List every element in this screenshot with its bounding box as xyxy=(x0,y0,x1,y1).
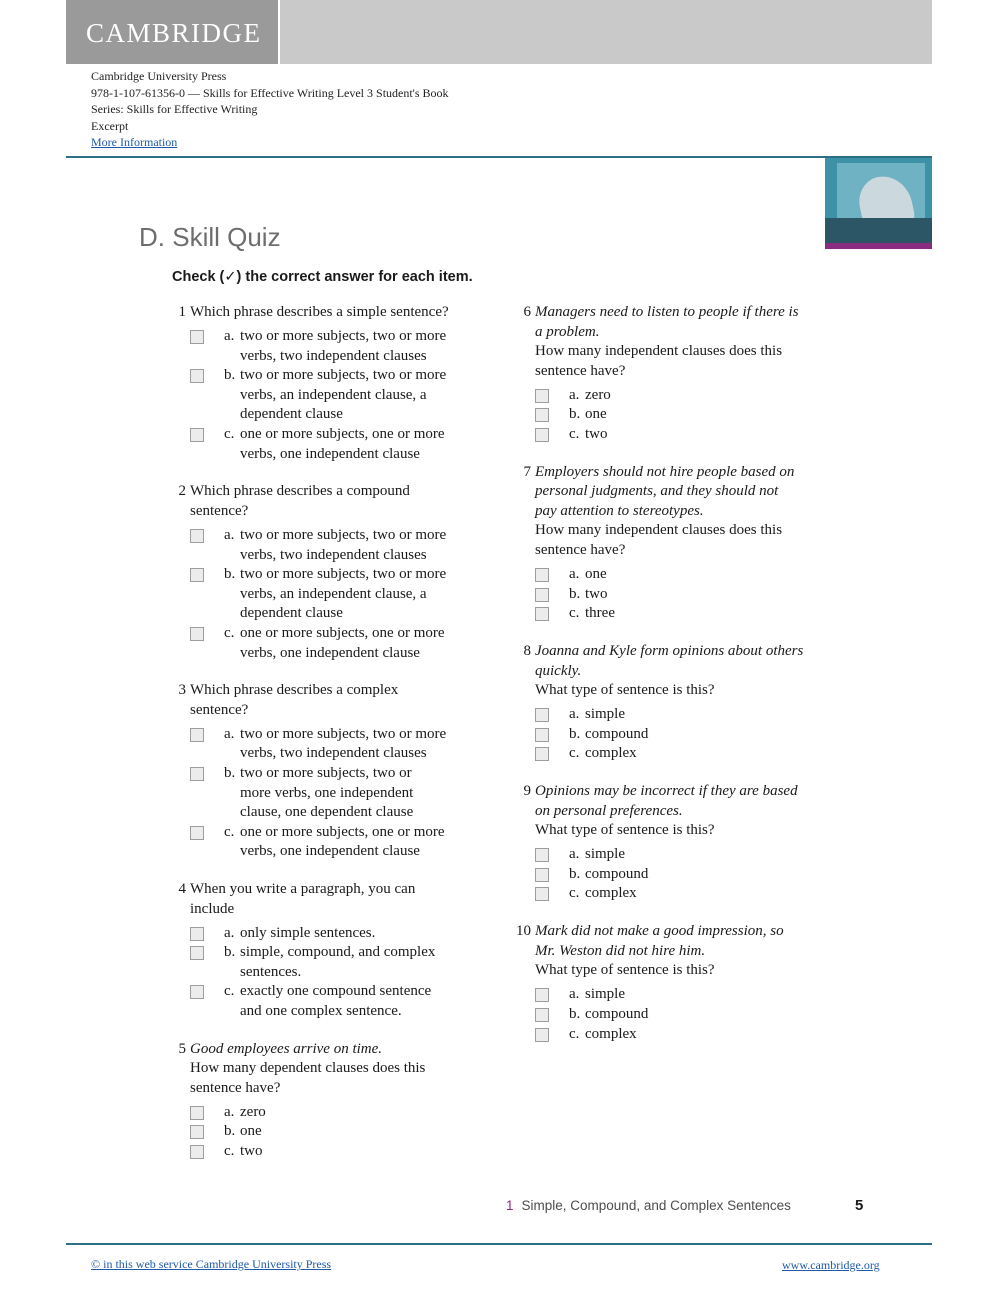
answer-option xyxy=(190,327,488,366)
answer-option xyxy=(535,604,843,624)
answer-options xyxy=(190,725,488,862)
question-prompt-line: When you write a paragraph, you can xyxy=(190,880,416,897)
option-text-line: two or more subjects, two or more xyxy=(240,566,447,583)
option-text-line: clause, one dependent clause xyxy=(240,804,414,821)
option-text-line: dependent clause xyxy=(240,406,343,423)
answer-checkbox[interactable] xyxy=(535,568,549,582)
question-number: 5 xyxy=(178,1040,186,1057)
answer-checkbox[interactable] xyxy=(535,848,549,862)
option-letter: a. xyxy=(569,706,580,723)
question-number: 4 xyxy=(178,880,186,897)
answer-option xyxy=(190,1103,488,1123)
question-prompt-line: Which phrase describes a simple sentence? xyxy=(190,304,449,320)
option-letter: b. xyxy=(569,585,581,602)
option-text-line: verbs, two independent clauses xyxy=(240,347,427,364)
quiz-question xyxy=(168,1040,488,1162)
option-text-line: three xyxy=(585,605,615,622)
question-prompt-line: sentence have? xyxy=(535,542,626,559)
answer-checkbox[interactable] xyxy=(535,428,549,442)
copyright-link[interactable]: © in this web service Cambridge University Press xyxy=(91,1257,332,1271)
logo-box xyxy=(66,0,280,64)
publisher: Cambridge University Press xyxy=(91,69,227,83)
option-text-line: only simple sentences. xyxy=(240,924,376,941)
option-text-line: dependent clause xyxy=(240,605,343,622)
page-number: 5 xyxy=(855,1197,864,1214)
option-text-line: compound xyxy=(585,865,649,882)
answer-option xyxy=(535,585,843,605)
option-letter: a. xyxy=(569,846,580,863)
answer-option xyxy=(535,425,843,445)
option-text-line: and one complex sentence. xyxy=(240,1003,402,1019)
answer-checkbox[interactable] xyxy=(535,389,549,403)
option-text-line: two or more subjects, two or more xyxy=(240,725,447,742)
answer-options xyxy=(535,985,843,1044)
chapter-title: Simple, Compound, and Complex Sentences xyxy=(521,1198,791,1213)
answer-checkbox[interactable] xyxy=(190,985,204,999)
answer-options xyxy=(190,924,488,1022)
answer-option xyxy=(190,982,488,1021)
quiz-question xyxy=(168,482,488,663)
example-sentence-line: Mr. Weston did not hire him. xyxy=(535,942,706,959)
question-prompt-line: What type of sentence is this? xyxy=(535,822,715,839)
question-prompt-line: sentence? xyxy=(190,502,249,519)
option-text-line: simple xyxy=(585,846,625,863)
example-sentence-line: on personal preferences. xyxy=(535,802,683,819)
answer-option xyxy=(190,624,488,663)
footer-rule xyxy=(66,1243,932,1245)
example-sentence-line: Opinions may be incorrect if they are based xyxy=(535,782,798,799)
quiz-instructions: Check (✓) the correct answer for each item. xyxy=(172,269,473,285)
option-letter: c. xyxy=(569,1025,580,1042)
question-number: 10 xyxy=(516,923,531,940)
answer-option xyxy=(535,725,843,745)
chapter-photo-thumbnail xyxy=(825,158,932,249)
answer-checkbox[interactable] xyxy=(535,988,549,1002)
question-prompt-line: sentence have? xyxy=(190,1079,281,1096)
option-letter: b. xyxy=(569,1005,581,1022)
option-letter: c. xyxy=(569,885,580,902)
quiz-question xyxy=(168,880,488,1022)
answer-option xyxy=(535,744,843,764)
option-letter: c. xyxy=(224,1143,235,1160)
question-number: 6 xyxy=(523,304,531,320)
more-information-link[interactable]: More Information xyxy=(91,135,178,149)
answer-checkbox[interactable] xyxy=(190,1145,204,1159)
question-prompt-line: Which phrase describes a compound xyxy=(190,483,410,500)
answer-options xyxy=(190,327,488,464)
option-text-line: verbs, an independent clause, a xyxy=(240,386,427,403)
question-prompt-line: How many dependent clauses does this xyxy=(190,1060,426,1077)
answer-checkbox[interactable] xyxy=(190,627,204,641)
answer-option xyxy=(190,764,488,823)
answer-option xyxy=(535,1005,843,1025)
question-prompt-line: sentence have? xyxy=(535,362,626,379)
option-letter: b. xyxy=(224,1123,236,1140)
answer-option xyxy=(535,405,843,425)
answer-option xyxy=(190,1122,488,1142)
option-text-line: simple, compound, and complex xyxy=(240,944,436,961)
question-number: 3 xyxy=(178,682,186,699)
question-number: 1 xyxy=(178,304,186,320)
example-sentence-line: a problem. xyxy=(535,323,600,340)
answer-checkbox[interactable] xyxy=(535,607,549,621)
answer-option xyxy=(190,366,488,425)
option-letter: a. xyxy=(569,566,580,583)
example-sentence-line: pay attention to stereotypes. xyxy=(535,502,704,519)
option-text-line: two or more subjects, two or more xyxy=(240,328,447,345)
answer-checkbox[interactable] xyxy=(535,708,549,722)
quiz-question xyxy=(513,303,843,445)
option-letter: a. xyxy=(569,986,580,1003)
option-text-line: one or more subjects, one or more xyxy=(240,624,445,641)
header-banner xyxy=(66,0,932,64)
quiz-question xyxy=(168,303,488,464)
option-letter: b. xyxy=(224,764,236,781)
question-prompt-line: Which phrase describes a complex xyxy=(190,682,399,699)
option-letter: a. xyxy=(224,924,235,941)
option-letter: b. xyxy=(569,725,581,742)
answer-checkbox[interactable] xyxy=(190,826,204,840)
option-text-line: complex xyxy=(585,885,637,902)
option-letter: a. xyxy=(224,725,235,742)
quiz-column-right xyxy=(513,303,843,1062)
option-letter: c. xyxy=(569,605,580,622)
option-letter: b. xyxy=(569,865,581,882)
answer-option xyxy=(535,845,843,865)
option-text-line: one or more subjects, one or more xyxy=(240,426,445,443)
option-letter: a. xyxy=(224,526,235,543)
question-number: 7 xyxy=(523,463,531,480)
example-sentence-line: Good employees arrive on time. xyxy=(190,1040,383,1057)
answer-options xyxy=(535,386,843,445)
answer-checkbox[interactable] xyxy=(190,1106,204,1120)
answer-checkbox[interactable] xyxy=(535,868,549,882)
quiz-question xyxy=(513,642,843,764)
option-text-line: complex xyxy=(585,1025,637,1042)
answer-options xyxy=(535,705,843,764)
option-letter: a. xyxy=(224,328,235,345)
answer-option xyxy=(190,565,488,624)
answer-checkbox[interactable] xyxy=(190,946,204,960)
quiz-question xyxy=(513,463,843,624)
option-letter: c. xyxy=(224,624,235,641)
header-rule xyxy=(66,156,932,158)
answer-option xyxy=(190,425,488,464)
chapter-footer xyxy=(506,1198,791,1213)
option-text-line: verbs, one independent clause xyxy=(240,644,420,661)
answer-checkbox[interactable] xyxy=(535,728,549,742)
answer-checkbox[interactable] xyxy=(190,369,204,383)
option-text-line: complex xyxy=(585,745,637,762)
chapter-number: 1 xyxy=(506,1198,514,1213)
option-text-line: exactly one compound sentence xyxy=(240,983,432,1000)
option-text-line: verbs, one independent clause xyxy=(240,445,420,462)
question-prompt-line: What type of sentence is this? xyxy=(535,682,715,699)
answer-option xyxy=(190,924,488,944)
option-letter: b. xyxy=(224,944,236,961)
option-letter: a. xyxy=(569,386,580,403)
option-letter: b. xyxy=(224,566,236,583)
option-text-line: compound xyxy=(585,725,649,742)
option-letter: c. xyxy=(224,426,235,443)
answer-checkbox[interactable] xyxy=(190,728,204,742)
excerpt-label: Excerpt xyxy=(91,118,129,133)
option-text-line: sentences. xyxy=(240,963,302,980)
option-text-line: compound xyxy=(585,1005,649,1022)
option-letter: c. xyxy=(224,823,235,840)
quiz-question xyxy=(513,782,843,904)
photo-accent-stripe xyxy=(825,243,932,249)
answer-option xyxy=(535,565,843,585)
question-number: 2 xyxy=(178,483,186,500)
option-text-line: verbs, two independent clauses xyxy=(240,745,427,762)
answer-checkbox[interactable] xyxy=(535,408,549,422)
answer-option xyxy=(535,884,843,904)
book-metadata xyxy=(91,68,449,151)
example-sentence-line: Joanna and Kyle form opinions about others xyxy=(535,642,804,659)
option-letter: c. xyxy=(569,426,580,443)
answer-checkbox[interactable] xyxy=(535,747,549,761)
option-text-line: one xyxy=(585,406,607,423)
cambridge-logo: CAMBRIDGE xyxy=(86,18,262,48)
answer-option xyxy=(535,386,843,406)
answer-option xyxy=(190,725,488,764)
section-title: D. Skill Quiz xyxy=(139,222,281,252)
question-number: 9 xyxy=(523,782,531,799)
answer-checkbox[interactable] xyxy=(535,588,549,602)
answer-option xyxy=(535,985,843,1005)
option-text-line: zero xyxy=(240,1103,266,1120)
option-text-line: two xyxy=(240,1143,263,1160)
quiz-question xyxy=(513,922,843,1044)
option-text-line: two xyxy=(585,585,608,602)
question-number: 8 xyxy=(523,642,531,659)
answer-options xyxy=(190,526,488,663)
answer-option xyxy=(190,526,488,565)
option-text-line: simple xyxy=(585,986,625,1003)
example-sentence-line: personal judgments, and they should not xyxy=(535,483,779,500)
option-letter: c. xyxy=(569,745,580,762)
question-prompt-line: What type of sentence is this? xyxy=(535,962,715,979)
answer-checkbox[interactable] xyxy=(190,568,204,582)
option-text-line: one xyxy=(240,1123,262,1140)
question-prompt-line: How many independent clauses does this xyxy=(535,522,783,539)
answer-checkbox[interactable] xyxy=(190,428,204,442)
quiz-question xyxy=(168,681,488,862)
option-text-line: two xyxy=(585,426,608,443)
answer-checkbox[interactable] xyxy=(190,1125,204,1139)
option-text-line: more verbs, one independent xyxy=(240,784,414,801)
answer-options xyxy=(190,1103,488,1162)
answer-checkbox[interactable] xyxy=(190,927,204,941)
photo-shadow xyxy=(825,218,932,244)
answer-checkbox[interactable] xyxy=(190,529,204,543)
option-text-line: verbs, two independent clauses xyxy=(240,546,427,563)
option-letter: b. xyxy=(569,406,581,423)
example-sentence-line: Mark did not make a good impression, so xyxy=(535,923,784,940)
option-letter: b. xyxy=(224,367,236,384)
answer-option xyxy=(535,705,843,725)
option-letter: a. xyxy=(224,1103,235,1120)
answer-option xyxy=(190,943,488,982)
example-sentence-line: Managers need to listen to people if there is xyxy=(535,304,799,320)
answer-option xyxy=(190,1142,488,1162)
option-text-line: verbs, one independent clause xyxy=(240,843,420,860)
option-text-line: one xyxy=(585,566,607,583)
answer-option xyxy=(535,1025,843,1045)
answer-option xyxy=(535,865,843,885)
answer-checkbox[interactable] xyxy=(190,330,204,344)
isbn-title: 978-1-107-61356-0 — Skills for Effective Writing Level 3 Student's Book xyxy=(91,85,449,100)
option-letter: c. xyxy=(224,983,235,1000)
series: Series: Skills for Effective Writing xyxy=(91,102,258,116)
answer-options xyxy=(535,565,843,624)
option-text-line: two or more subjects, two or more xyxy=(240,526,447,543)
question-prompt-line: include xyxy=(190,900,235,917)
website-link[interactable]: www.cambridge.org xyxy=(782,1258,880,1272)
answer-option xyxy=(190,823,488,862)
option-text-line: verbs, an independent clause, a xyxy=(240,585,427,602)
answer-checkbox[interactable] xyxy=(535,887,549,901)
answer-checkbox[interactable] xyxy=(535,1008,549,1022)
option-text-line: zero xyxy=(585,386,611,403)
question-prompt-line: sentence? xyxy=(190,701,249,718)
example-sentence-line: quickly. xyxy=(535,662,582,679)
option-text-line: one or more subjects, one or more xyxy=(240,823,445,840)
answer-checkbox[interactable] xyxy=(535,1028,549,1042)
option-text-line: two or more subjects, two or xyxy=(240,764,412,781)
quiz-column-left xyxy=(168,303,488,1180)
example-sentence-line: Employers should not hire people based on xyxy=(535,463,795,480)
answer-options xyxy=(535,845,843,904)
option-text-line: simple xyxy=(585,706,625,723)
question-prompt-line: How many independent clauses does this xyxy=(535,343,783,360)
answer-checkbox[interactable] xyxy=(190,767,204,781)
option-text-line: two or more subjects, two or more xyxy=(240,367,447,384)
